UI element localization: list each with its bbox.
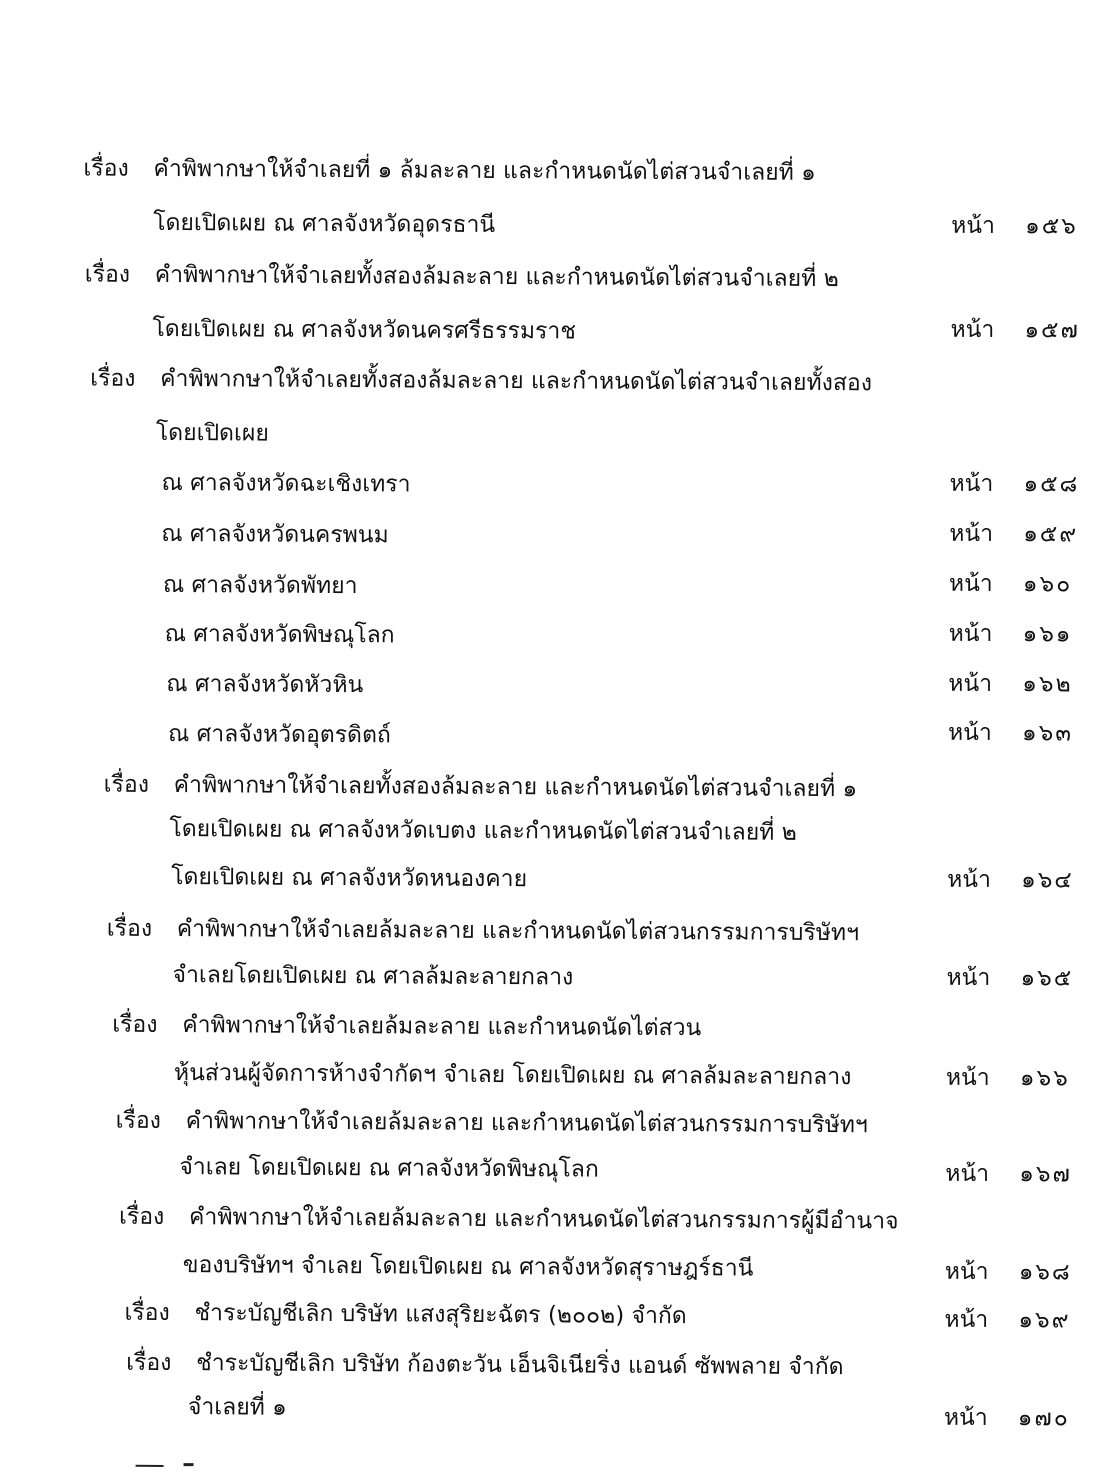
toc-page-ref xyxy=(949,564,1089,605)
page-number: ๑๕๗ xyxy=(1024,317,1080,344)
toc-entry-heading xyxy=(124,1293,687,1336)
page-number: ๑๖๒ xyxy=(1022,671,1073,698)
entry-detail: จำเลยที่ ๑ xyxy=(187,1394,287,1421)
entry-detail: หุ้นส่วนผู้จัดการห้างจำกัดฯ จำเลย โดยเปิดเผย ณ ศาลล้มละลายกลาง xyxy=(173,1060,852,1091)
toc-page-ref xyxy=(948,713,1088,754)
toc-entry-heading xyxy=(116,1101,868,1146)
entry-detail: โดยเปิดเผย ณ ศาลจังหวัดนครศรีธรรมราช xyxy=(152,315,577,345)
page-number: ๑๗๐ xyxy=(1017,1405,1070,1432)
toc-entry-heading xyxy=(90,358,872,403)
toc-entry-continuation xyxy=(152,309,576,352)
page-label: หน้า xyxy=(944,1258,989,1285)
page-number: ๑๖๓ xyxy=(1021,720,1074,747)
toc-entry-heading xyxy=(126,1343,844,1387)
entry-keyword: เรื่อง xyxy=(126,1349,172,1376)
entry-title: คำพิพากษาให้จำเลยล้มละลาย และกำหนดนัดไต่สวน xyxy=(182,1012,702,1042)
page-label: หน้า xyxy=(949,470,994,498)
entry-title: คำพิพากษาให้จำเลยทั้งสองล้มละลาย และกำหนดนัดไต่สวนจำเลยที่ ๒ xyxy=(154,261,839,293)
entry-keyword: เรื่อง xyxy=(83,155,129,182)
cut-off-glyph xyxy=(184,1463,194,1466)
entry-detail: โดยเปิดเผย ณ ศาลจังหวัดหนองคาย xyxy=(171,863,528,893)
toc-entry-continuation xyxy=(174,1053,852,1097)
entry-title: คำพิพากษาให้จำเลยล้มละลาย และกำหนดนัดไต่สวนกรรมการบริษัทฯ xyxy=(185,1108,868,1139)
page-label: หน้า xyxy=(946,964,991,991)
entry-detail: โดยเปิดเผย ณ ศาลจังหวัดเบตง และกำหนดนัดไต่สวนจำเลยที่ ๒ xyxy=(169,815,797,846)
entry-keyword: เรื่อง xyxy=(115,1107,161,1134)
page-label: หน้า xyxy=(949,520,994,548)
entry-keyword: เรื่อง xyxy=(90,365,136,392)
toc-page-ref xyxy=(948,664,1088,705)
page-label: หน้า xyxy=(948,620,993,647)
toc-page-ref xyxy=(946,958,1086,999)
toc-page-ref xyxy=(949,614,1089,655)
cut-off-glyph xyxy=(136,1465,164,1467)
toc-page-ref xyxy=(951,206,1091,247)
page-label: หน้า xyxy=(945,1160,990,1187)
toc-entry-continuation xyxy=(172,955,573,997)
toc-page-ref xyxy=(944,1398,1084,1439)
page-number: ๑๖๖ xyxy=(1019,1065,1070,1092)
toc-page-ref xyxy=(949,514,1089,555)
page-number: ๑๖๙ xyxy=(1018,1307,1071,1334)
page-number: ๑๖๔ xyxy=(1021,867,1074,894)
entry-detail: โดยเปิดเผย ณ ศาลจังหวัดอุดรธานี xyxy=(153,209,496,238)
toc-court-item xyxy=(168,714,391,755)
entry-title: คำพิพากษาให้จำเลยทั้งสองล้มละลาย และกำหนดนัดไต่สวนจำเลยที่ ๑ xyxy=(173,772,858,803)
entry-keyword: เรื่อง xyxy=(112,1011,158,1038)
court-name: ณ ศาลจังหวัดนครพนม xyxy=(161,520,389,549)
court-name: ณ ศาลจังหวัดอุตรดิตถ์ xyxy=(167,720,391,749)
entry-keyword: เรื่อง xyxy=(106,915,153,942)
toc-entry-heading xyxy=(104,765,858,810)
toc-entry-continuation xyxy=(153,203,495,245)
page-label: หน้า xyxy=(947,719,992,746)
toc-court-item xyxy=(163,565,358,606)
entry-detail: โดยเปิดเผย xyxy=(155,419,269,447)
entry-title: คำพิพากษาให้จำเลยล้มละลาย และกำหนดนัดไต่สวนกรรมการผู้มีอำนาจ xyxy=(188,1204,899,1235)
toc-page-ref xyxy=(945,1252,1085,1293)
page-label: หน้า xyxy=(951,212,996,240)
page-number: ๑๖๗ xyxy=(1019,1161,1072,1188)
cut-off-next-line xyxy=(136,1459,316,1474)
toc-entry-heading xyxy=(85,254,839,299)
entry-detail: จำเลย โดยเปิดเผย ณ ศาลจังหวัดพิษณุโลก xyxy=(179,1154,599,1183)
page-number: ๑๕๙ xyxy=(1023,521,1079,548)
toc-entry-heading xyxy=(112,1005,701,1049)
toc-entry-continuation xyxy=(156,413,269,454)
page-label: หน้า xyxy=(947,866,992,893)
entry-keyword: เรื่อง xyxy=(103,771,150,798)
page-label: หน้า xyxy=(948,570,993,598)
page-number: ๑๖๑ xyxy=(1022,621,1073,648)
page-number: ๑๖๕ xyxy=(1020,965,1074,992)
toc-entry-continuation xyxy=(169,809,797,853)
entry-detail: จำเลยโดยเปิดเผย ณ ศาลล้มละลายกลาง xyxy=(172,961,574,991)
entry-keyword: เรื่อง xyxy=(124,1299,170,1326)
toc-page-ref xyxy=(944,1300,1084,1341)
toc-page-ref xyxy=(945,1154,1085,1195)
toc-entry-continuation xyxy=(179,1147,599,1190)
entry-keyword: เรื่อง xyxy=(84,261,131,288)
page-number: ๑๕๘ xyxy=(1023,471,1080,498)
court-name: ณ ศาลจังหวัดพัทยา xyxy=(162,571,358,600)
page-label: หน้า xyxy=(944,1306,989,1333)
court-name: ณ ศาลจังหวัดพิษณุโลก xyxy=(164,620,395,649)
entry-title: คำพิพากษาให้จำเลยทั้งสองล้มละลาย และกำหนดนัดไต่สวนจำเลยทั้งสอง xyxy=(160,365,873,397)
toc-entry-continuation xyxy=(188,1387,287,1428)
toc-page-ref xyxy=(947,860,1087,901)
toc-court-item xyxy=(166,664,363,705)
page-label: หน้า xyxy=(950,316,995,344)
toc-court-item xyxy=(161,463,410,505)
page-number: ๑๖๘ xyxy=(1018,1259,1072,1286)
toc-entry-continuation xyxy=(183,1245,754,1288)
entry-title: คำพิพากษาให้จำเลยล้มละลาย และกำหนดนัดไต่สวนกรรมการบริษัทฯ xyxy=(176,916,860,947)
toc-page-ref xyxy=(946,1058,1086,1099)
entry-title: ชำระบัญชีเลิก บริษัท ก้องตะวัน เอ็นจิเนียริ่ง แอนด์ ซัพพลาย จำกัด xyxy=(196,1350,844,1381)
toc-entry-heading xyxy=(83,148,816,192)
page-number: ๑๖๐ xyxy=(1022,571,1073,598)
toc-page-ref xyxy=(950,310,1090,351)
page-label: หน้า xyxy=(943,1404,988,1431)
entry-detail: ของบริษัทฯ จำเลย โดยเปิดเผย ณ ศาลจังหวัดสุราษฎร์ธานี xyxy=(182,1252,754,1282)
page-label: หน้า xyxy=(945,1064,990,1091)
toc-court-item xyxy=(165,614,395,655)
entry-keyword: เรื่อง xyxy=(118,1203,165,1230)
toc-court-item xyxy=(161,514,389,555)
toc-page-ref xyxy=(949,464,1089,505)
page-label: หน้า xyxy=(948,670,993,697)
toc-entry-continuation xyxy=(171,857,527,899)
toc-entry-heading xyxy=(107,909,859,954)
entry-title: ชำระบัญชีเลิก บริษัท แสงสุริยะฉัตร (๒๐๐๒) จำกัด xyxy=(194,1300,687,1330)
court-name: ณ ศาลจังหวัดฉะเชิงเทรา xyxy=(161,469,411,498)
entry-title: คำพิพากษาให้จำเลยที่ ๑ ล้มละลาย และกำหนดนัดไต่สวนจำเลยที่ ๑ xyxy=(153,155,816,186)
toc-entry-heading xyxy=(119,1197,899,1242)
page-number: ๑๕๖ xyxy=(1025,213,1078,240)
court-name: ณ ศาลจังหวัดหัวหิน xyxy=(166,670,364,699)
